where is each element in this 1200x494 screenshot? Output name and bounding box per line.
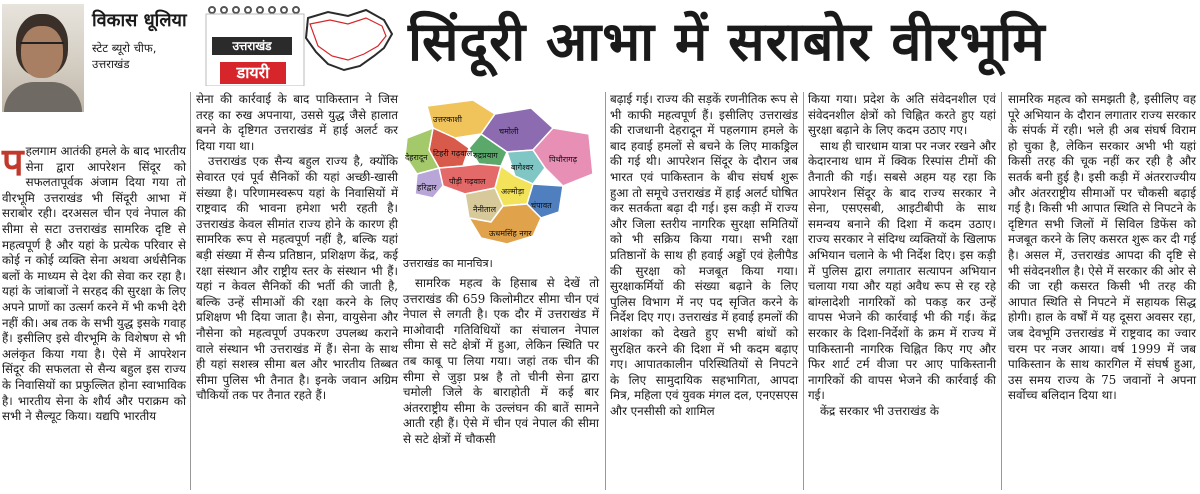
map-label: रुद्रप्रयाग <box>473 151 498 160</box>
map-label: चंपावत <box>531 201 552 210</box>
map-label: उत्तरकाशी <box>433 115 462 124</box>
article-column-3 <box>403 276 599 448</box>
paragraph: हलगाम आतंकी हमले के बाद भारतीय सेना द्वारा आपरेशन सिंदूर को सफलतापूर्वक अंजाम दिया गया तो वीरभूमि उत्तराखंड भी सिंदूरी आभा में सराबोर रही। दरअसल चीन एवं नेपाल की सीमा से सटा उत्तराखंड सामरिक दृष्टि से महत्वपूर्ण है और यहां के प्रत्येक परिवार से कोई न कोई व्यक्ति सेना अथवा अर्धसैनिक बलों के माध्यम से देश की सेवा कर रहा है। यहां के जांबाजों ने सरहद की सुरक्षा के लिए अपने प्राणों का उत्सर्ग करने में भी कभी देरी नहीं की। अब तक के सभी युद्ध इसके गवाह हैं। इसीलिए इसे वीरभूमि के विशेषण से भी अलंकृत किया गया है। ऐसे में आपरेशन सिंदूर की सफलता से सैन्य बहुल इस राज्य के निवासियों का प्रफुल्लित होना स्वाभाविक है। भारतीय सेना के शौर्य और पराक्रम को सभी ने सैल्यूट किया। यद्यपि भारतीय <box>2 144 186 424</box>
column-rule <box>1001 92 1002 490</box>
map-label: चमोली <box>499 127 519 136</box>
paragraph: बढ़ाई गई। राज्य की सड़कें रणनीतिक रूप से भी काफी महत्वपूर्ण हैं। इसीलिए उत्तराखंड की राजधानी देहरादून में पहलगाम हमले के बाद हवाई हमलों से बचने के लिए माकड्रिल की गई थी। आपरेशन सिंदूर के दौरान जब भारत एवं पाकिस्तान के बीच संघर्ष शुरू हुआ तो समूचे उत्तराखंड में हाई अलर्ट घोषित कर सतर्कता बढ़ा दी गई। इस कड़ी में राज्य और जिला स्तरीय नागरिक सुरक्षा समितियों को भी सक्रिय किया गया। सभी रक्षा प्रतिष्ठानों के साथ ही हवाई अड्डों एवं हेलीपैड की सुरक्षा को मजबूत किया गया। सुरक्षाकर्मियों की संख्या बढ़ाने के लिए पुलिस विभाग में नए पद सृजित करने के निर्देश दिए गए। उत्तराखंड में हवाई हमलों की आशंका को देखते हुए सभी बांधों को सुरक्षित करने की दिशा में भी कदम बढ़ाए गए। आपातकालीन परिस्थितियों से निपटने के लिए सामुदायिक सहभागिता, आपदा मित्र, महिला एवं युवक मंगल दल, एनएसएस और एनसीसी को शामिल <box>610 92 798 418</box>
column-logo-word2: डायरी <box>236 63 270 82</box>
author-designation-line1: स्टेट ब्यूरो चीफ, <box>92 41 157 55</box>
paragraph: सामरिक महत्व के हिसाब से देखें तो उत्तराखंड की 659 किलोमीटर सीमा चीन एवं नेपाल से लगती है। एक दौर में उत्तराखंड में माओवादी गतिविधियों का संचालन नेपाल सीमा से सटे क्षेत्रों में हुआ, लेकिन स्थिति पर तब काबू पा लिया गया। जहां तक चीन की सीमा से जुड़ा प्रश्न है तो चीनी सेना द्वारा चमोली जिले के बाराहोती में कई बार अंतरराष्ट्रीय सीमा के उल्लंघन की बातें सामने आती रही हैं। ऐसे में चीन एवं नेपाल की सीमा से सटे क्षेत्रों में चौकसी <box>403 276 599 446</box>
map-label: बागेश्वर <box>511 163 534 172</box>
column-rule <box>803 92 804 490</box>
article-column-1 <box>2 139 186 425</box>
paragraph: किया गया। प्रदेश के अति संवेदनशील एवं संवेदनशील क्षेत्रों को चिह्नित करते हुए यहां सुरक्षा बढ़ाने के लिए कदम उठाए गए। <box>808 92 996 138</box>
paragraph: साथ ही चारधाम यात्रा पर नजर रखने और केदारनाथ धाम में क्विक रिस्पांस टीमों की तैनाती की गई। सबसे अहम यह रहा कि आपरेशन सिंदूर के बाद राज्य सरकार ने सेना, एसएसबी, आइटीबीपी के साथ समन्वय बनाने की दिशा में कदम उठाए। राज्य सरकार ने संदिग्ध व्यक्तियों के खिलाफ अभियान चलाने के भी निर्देश दिए। इस कड़ी में पुलिस द्वारा लगातार सत्यापन अभियान चलाया गया और यहां अवैध रूप से रह रहे बांग्लादेशी नागरिकों को पकड़ कर उन्हें वापस भेजने की कार्रवाई भी की गई। केंद्र सरकार के दिशा-निर्देशों के क्रम में राज्य में पाकिस्तानी नागरिक चिह्नित किए गए और फिर शार्ट टर्म वीजा पर आए पाकिस्तानी नागरिकों की वापस भेजने की कार्रवाई की गई। <box>808 138 996 403</box>
paragraph: केंद्र सरकार भी उत्तराखंड के <box>820 403 939 418</box>
paragraph: सामरिक महत्व को समझती है, इसीलिए वह पूरे अभियान के दौरान लगातार राज्य सरकार के संपर्क में रही। भले ही अब संघर्ष विराम हो चुका है, लेकिन सरकार अभी भी यहां किसी तरह की चूक नहीं कर रही है और सतर्क बनी हुई है। इसी कड़ी में अंतरराज्यीय और अंतरराष्ट्रीय सीमाओं पर चौकसी बढ़ाई गई है। किसी भी आपात स्थिति से निपटने के दृष्टिगत सभी जिलों में सिविल डिफेंस को मजबूत करने के लिए कसरत शुरू कर दी गई है। असल में, उत्तराखंड आपदा की दृष्टि से भी संवेदनशील है। ऐसे में सरकार की ओर से की जा रही कसरत किसी भी तरह की आपात स्थिति से निपटने में सहायक सिद्ध होगी। हाल के वर्षों में यह दूसरा अवसर रहा, जब देवभूमि उत्तराखंड में राष्ट्रवाद का ज्वार चरम पर नजर आया। वर्ष 1999 में जब पाकिस्तान के साथ कारगिल में संघर्ष हुआ, उस समय राज्य के 75 जवानों ने अपना सर्वोच्च बलिदान दिया था। <box>1008 92 1196 403</box>
map-label: नैनीताल <box>473 205 497 214</box>
author-designation-line2: उत्तराखंड <box>92 57 130 71</box>
drop-cap: प <box>2 139 24 184</box>
article-column-6 <box>1008 92 1196 404</box>
article-column-4 <box>610 92 798 419</box>
article-column-5 <box>808 92 996 419</box>
map-label: देहरादून <box>405 153 428 162</box>
map-label: हरिद्वार <box>417 183 437 192</box>
article-column-2 <box>196 92 398 404</box>
author-name: विकास धूलिया <box>92 10 187 31</box>
author-photo <box>2 4 84 112</box>
author-designation <box>92 40 156 72</box>
map-labels <box>403 94 599 252</box>
map-label: अल्मोड़ा <box>501 187 525 196</box>
map-label: टिहरी गढ़वाल <box>433 149 473 158</box>
map-label: ऊधमसिंह नगर <box>489 229 532 238</box>
map-label: पौड़ी गढ़वाल <box>449 177 486 186</box>
column-rule <box>605 92 606 490</box>
paragraph: सेना की कार्रवाई के बाद पाकिस्तान ने जिस तरह का रुख अपनाया, उससे युद्ध जैसे हालात बनने के दृष्टिगत उत्तराखंड में हाई अलर्ट कर दिया गया था। <box>196 92 398 153</box>
map-caption: उत्तराखंड का मानचित्र। <box>403 257 493 270</box>
column-rule <box>190 92 191 490</box>
headline: सिंदूरी आभा में सराबोर वीरभूमि <box>408 10 1046 73</box>
paragraph: उत्तराखंड एक सैन्य बहुल राज्य है, क्योंकि सेवारत एवं पूर्व सैनिकों की यहां अच्छी-खासी संख्या है। परिणामस्वरूप यहां के निवासियों में राष्ट्रवाद की भावना हमेशा भरी रहती है। उत्तराखंड केवल सीमांत राज्य होने के कारण ही सामरिक रूप से महत्वपूर्ण नहीं है, बल्कि यहां बड़ी संख्या में सैन्य प्रतिष्ठान, प्रशिक्षण केंद्र, कई रक्षा संस्थान और राष्ट्रीय स्तर के संस्थान भी हैं। यहां न केवल सैनिकों की भर्ती की जाती है, बल्कि उन्हें सीमाओं की रक्षा करने के लिए प्रशिक्षण भी दिया जाता है। सेना, वायुसेना और नौसेना को महत्वपूर्ण उपकरण उपलब्ध कराने वाले संस्थान भी उत्तराखंड में हैं। सेना के साथ ही यहां सशस्त्र सीमा बल और भारतीय तिब्बत सीमा पुलिस भी तैनात है। इनके जवान अग्रिम चौकियों तक पर तैनात रहते हैं। <box>196 154 398 403</box>
map-label: पिथौरागढ़ <box>549 155 578 164</box>
column-logo-word1: उत्तराखंड <box>232 39 272 53</box>
